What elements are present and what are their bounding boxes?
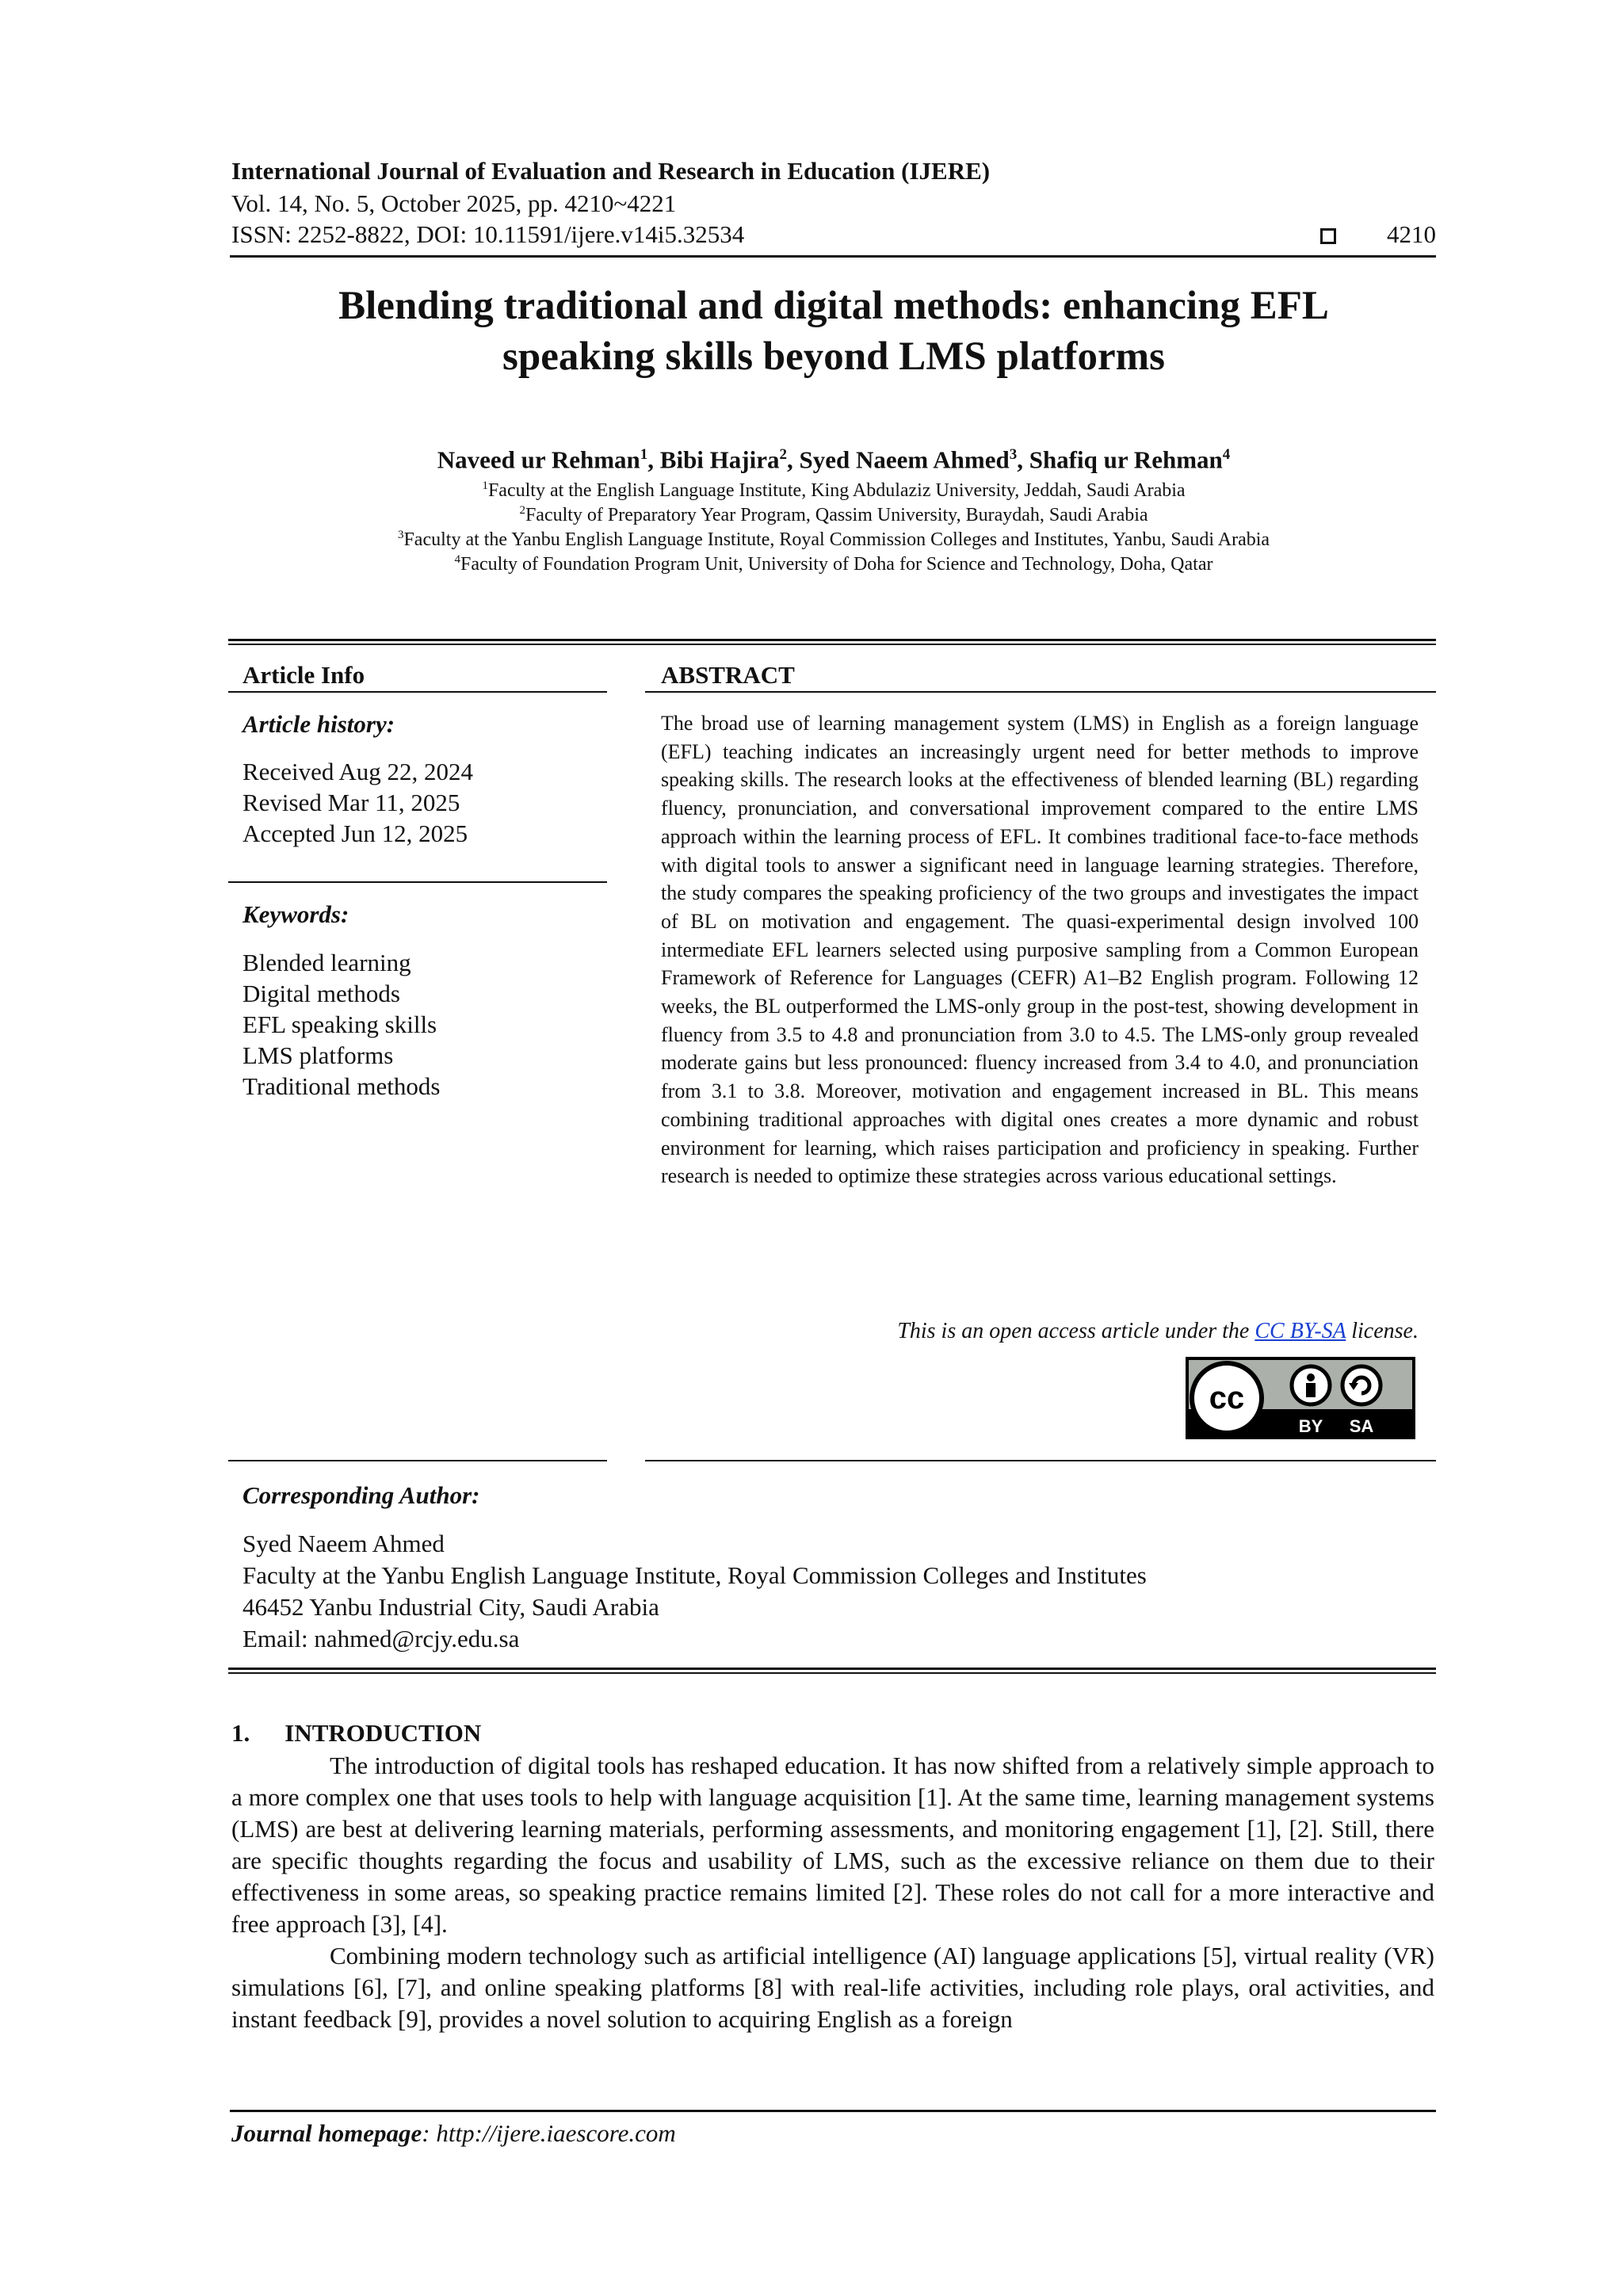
affiliation xyxy=(231,548,1436,576)
footer-rule xyxy=(230,2110,1436,2112)
keyword-item: EFL speaking skills xyxy=(242,1010,437,1038)
author-name: Shafiq ur Rehman xyxy=(1029,445,1223,474)
author-list: Naveed ur Rehman$^1$, Bibi Hajira$^2$, Syed Naeem Ahmed$^3$, Shafiq ur Rehman$^4$ xyxy=(437,445,1231,474)
title-line: speaking skills beyond LMS platforms xyxy=(502,334,1166,379)
article-info-bottom-rule xyxy=(228,1460,607,1461)
journal-homepage xyxy=(231,2118,676,2149)
journal-volume: Vol. 14, No. 5, October 2025, pp. 4210~4221 xyxy=(231,189,677,217)
article-info-heading: Article Info xyxy=(242,661,365,689)
corresponding-author-label: Corresponding Author: xyxy=(242,1481,480,1509)
affiliation-text: Faculty at the English Language Institute, King Abdulaziz University, Jeddah, Saudi Arabia xyxy=(487,480,1186,501)
cc-by-sa-badge-icon xyxy=(1186,1357,1415,1439)
affiliation-sup: 3 xyxy=(397,529,404,541)
corresponding-name: Syed Naeem Ahmed xyxy=(242,1530,445,1557)
open-access-statement xyxy=(661,1317,1419,1346)
corresponding-email: Email: nahmed@rcjy.edu.sa xyxy=(242,1625,520,1652)
author-sup: 3 xyxy=(1009,446,1018,463)
journal-issn-doi xyxy=(231,219,1436,250)
article-history-label: Article history: xyxy=(242,710,395,738)
title-line: Blending traditional and digital methods: enhancing EFL xyxy=(338,284,1329,328)
author-name: Syed Naeem Ahmed xyxy=(799,445,1010,474)
keywords-label: Keywords: xyxy=(242,900,349,928)
abstract-bottom-rule xyxy=(645,1460,1436,1461)
cc-text: cc xyxy=(1209,1381,1245,1415)
affiliation-text: Faculty at the Yanbu English Language Institute, Royal Commission Colleges and Institutes, Yanbu, Saudi Arabia xyxy=(403,529,1270,550)
received-date: Received Aug 22, 2024 xyxy=(242,758,474,785)
license-link[interactable]: CC BY-SA xyxy=(1254,1319,1346,1343)
homepage-label: Journal homepage xyxy=(231,2119,422,2147)
abstract-rule xyxy=(645,691,1436,693)
sa-label: SA xyxy=(1349,1416,1374,1436)
info-box-top-rule xyxy=(228,639,1436,645)
open-access-prefix: This is an open access article under the xyxy=(897,1319,1255,1343)
homepage-url: : http://ijere.iaescore.com xyxy=(422,2119,676,2147)
keyword-item: Blended learning xyxy=(242,949,411,976)
affiliation-text: Faculty of Preparatory Year Program, Qassim University, Buraydah, Saudi Arabia xyxy=(525,505,1148,525)
person-head xyxy=(1307,1373,1315,1381)
open-access-suffix: license. xyxy=(1346,1319,1419,1343)
abstract-heading: ABSTRACT xyxy=(661,661,795,689)
keywords-rule xyxy=(228,881,607,883)
section-heading xyxy=(231,1718,481,1748)
accepted-date: Accepted Jun 12, 2025 xyxy=(242,819,468,847)
affiliation-text: Faculty of Foundation Program Unit, University of Doha for Science and Technology, Doha, Qatar xyxy=(460,554,1213,575)
page-number: 4210 xyxy=(1387,220,1436,248)
person-body xyxy=(1306,1383,1316,1397)
share-alike-icon xyxy=(1342,1366,1381,1404)
section-number: 1. xyxy=(231,1719,250,1747)
page-number-group xyxy=(1320,219,1436,250)
introduction-body xyxy=(231,1750,1434,2035)
author-name: Naveed ur Rehman xyxy=(437,445,640,474)
keyword-item: LMS platforms xyxy=(242,1041,394,1069)
section-title: INTRODUCTION xyxy=(285,1719,482,1747)
author-sup: 2 xyxy=(779,446,787,463)
keyword-item: Digital methods xyxy=(242,980,400,1007)
header-rule xyxy=(230,255,1436,258)
author-sup: 4 xyxy=(1222,446,1231,463)
revised-date: Revised Mar 11, 2025 xyxy=(242,789,460,816)
journal-title: International Journal of Evaluation and Research in Education (IJERE) xyxy=(231,157,991,185)
info-box-bottom-rule xyxy=(228,1668,1436,1674)
affiliation-sup: 2 xyxy=(519,504,525,517)
author-sup: 1 xyxy=(640,446,648,463)
body-paragraph: Combining modern technology such as artificial intelligence (AI) language applications [5], virtual reality (VR) simulations [6], [7], and online speaking platforms [8] with real-life activities, including role plays, oral activities, and instant feedback [9], provides a novel solution to acquiring English as a foreign xyxy=(231,1942,1434,2033)
corresponding-affiliation: Faculty at the Yanbu English Language Institute, Royal Commission Colleges and Institutes xyxy=(242,1561,1147,1589)
square-bullet-icon xyxy=(1320,228,1336,244)
affiliation-sup: 1 xyxy=(482,479,488,492)
article-info-rule xyxy=(228,691,607,693)
issn-doi-text: ISSN: 2252-8822, DOI: 10.11591/ijere.v14i5.32534 xyxy=(231,220,745,248)
author-name: Bibi Hajira xyxy=(659,445,780,474)
corresponding-address: 46452 Yanbu Industrial City, Saudi Arabia xyxy=(242,1593,659,1621)
keyword-item: Traditional methods xyxy=(242,1072,441,1100)
abstract-text: The broad use of learning management system (LMS) in English as a foreign language (EFL) teaching indicates an increasingly urgent need for better methods to improve speaking skills. The research looks at the effectiveness of blended learning (BL) regarding fluency, pronunciation, and conversational improvement compared to the entire LMS approach within the learning process of EFL. It combines traditional face-to-face methods with digital tools to answer a significant need in language learning strategies. Therefore, the study compares the speaking proficiency of the two groups and investigates the impact of BL on motivation and engagement. The quasi-experimental design involved 100 intermediate EFL learners selected using purposive sampling from a Common European Framework of Reference for Languages (CEFR) A1–B2 English program. Following 12 weeks, the BL outperformed the LMS-only group in the post-test, showing development in fluency from 3.5 to 4.8 and pronunciation from 3.0 to 4.5. The LMS-only group revealed moderate gains but less pronounced: fluency increased from 3.4 to 4.0, and pronunciation from 3.1 to 3.8. Moreover, motivation and engagement increased in BL. This means combining traditional approaches with digital ones creates a more dynamic and robust environment for learning, which raises participation and proficiency in speaking. Further research is needed to optimize these strategies across various educational settings. xyxy=(661,712,1419,1188)
by-label: BY xyxy=(1298,1416,1323,1436)
affiliation-sup: 4 xyxy=(454,553,461,566)
paper-title xyxy=(231,281,1436,382)
body-paragraph: The introduction of digital tools has reshaped education. It has now shifted from a relatively simple approach to a more complex one that uses tools to help with language acquisition [1]. At the same time, learning management systems (LMS) are best at delivering learning materials, performing assessments, and monitoring engagement [1], [2]. Still, there are specific thoughts regarding the focus and usability of LMS, such as the excessive reliance on them due to their effectiveness in some areas, so speaking practice remains limited [2]. These roles do not call for a more interactive and free approach [3], [4]. xyxy=(231,1752,1434,1938)
